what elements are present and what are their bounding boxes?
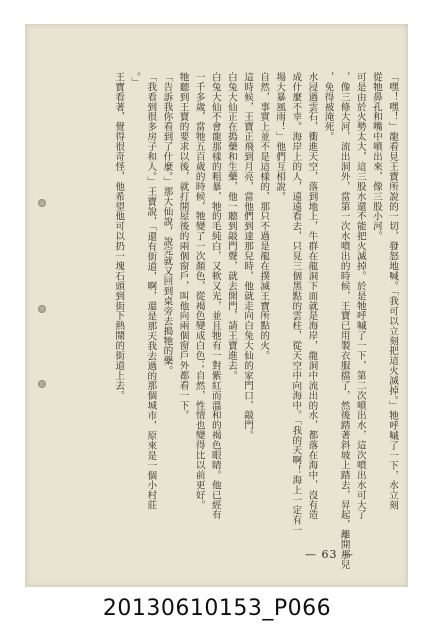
- punch-hole: [38, 305, 46, 313]
- text-line: 「告訴我你看到了什麼。」那大仙說，說完就又回到桌旁去搗牠的藥。: [161, 72, 173, 376]
- punch-hole: [38, 199, 46, 207]
- page-number: — 63 —: [305, 548, 354, 561]
- punch-hole: [38, 380, 46, 388]
- text-line: 白兔大仙不會龍那樣的粗暴，牠的毛純白，又軟又光，並且牠有一對紫紅而溫和的褐色眼睛。他已經有: [209, 72, 221, 520]
- text-line: 可是由於火勢太大，這三股水還不能把火滅掉。於是牠呼嘁了一下，第二次噴出水，這次噴出水可大了: [354, 72, 366, 520]
- text-line: 。」: [129, 72, 141, 88]
- text-line: 王寶看著，覺得很奇怪，他希望他可以扔一塊石頭到街下熱鬧的街道上去。: [113, 72, 125, 401]
- text-line: 自然，事實上並不是這樣的，那只不過是龍在撲滅王寶所點的火。: [258, 72, 270, 361]
- text-line: 白兔大仙正在搗藥和生藥，他一聽到敲門聲，就去開門，請王寶進去。: [225, 72, 237, 381]
- vertical-text-body: [110, 72, 400, 572]
- text-line: ，像三條大河，流出洞外，當第一次水噴出的時候，王寶已用製衣服擋了，然後踏著斜坡上踏去，昇起，離開那兒: [338, 72, 350, 570]
- text-line: 從牠鼻孔和嘴中噴出來，像三股小河。: [370, 72, 382, 242]
- text-line: 這時候，王寶正飛到月亮，當他們到達那兒時，他就走向白兔大仙的家門口，敲門。: [242, 72, 254, 441]
- text-line: 牠聽到王寶的要求以後，就打開屋後的兩個窗戶，叫他向兩個窗戶外都看一下。: [177, 72, 189, 421]
- text-line: 場大暴風雨！」他們互相說。: [274, 72, 286, 202]
- text-line: ，免得被淹死。: [322, 72, 334, 142]
- text-line: 成什麼不幸。海岸上的人，遠遠看去，只見三個黑點的雲柱，從天空中向海中。「我的天啊！海上一定有一: [290, 72, 302, 535]
- text-line: 一千多歲，當牠五百歲的時候，牠變了一次顏色，從褐色變成白色；自然，性情也變得比以前更好。: [193, 72, 205, 510]
- text-line: 水浸過雲石，衝進天空，落到地上，牛群在龍洞下面就是海岸，龍洞中流出的水，都落在海中，沒有造: [306, 72, 318, 520]
- book-page: [25, 24, 408, 587]
- text-line: 「我看到很多房子和人。」王寶說，「還有街道，啊，還是那天我去過的那個城市，原來是一個小村莊: [145, 72, 157, 511]
- text-line: 「嘿！嘿！」龍看見王寶所說的一切，發怒地喊。「我可以立刻把這火滅掉。」牠呼嘁了一下，水立刻: [387, 72, 398, 511]
- image-caption: 20130610153_P066: [102, 596, 332, 621]
